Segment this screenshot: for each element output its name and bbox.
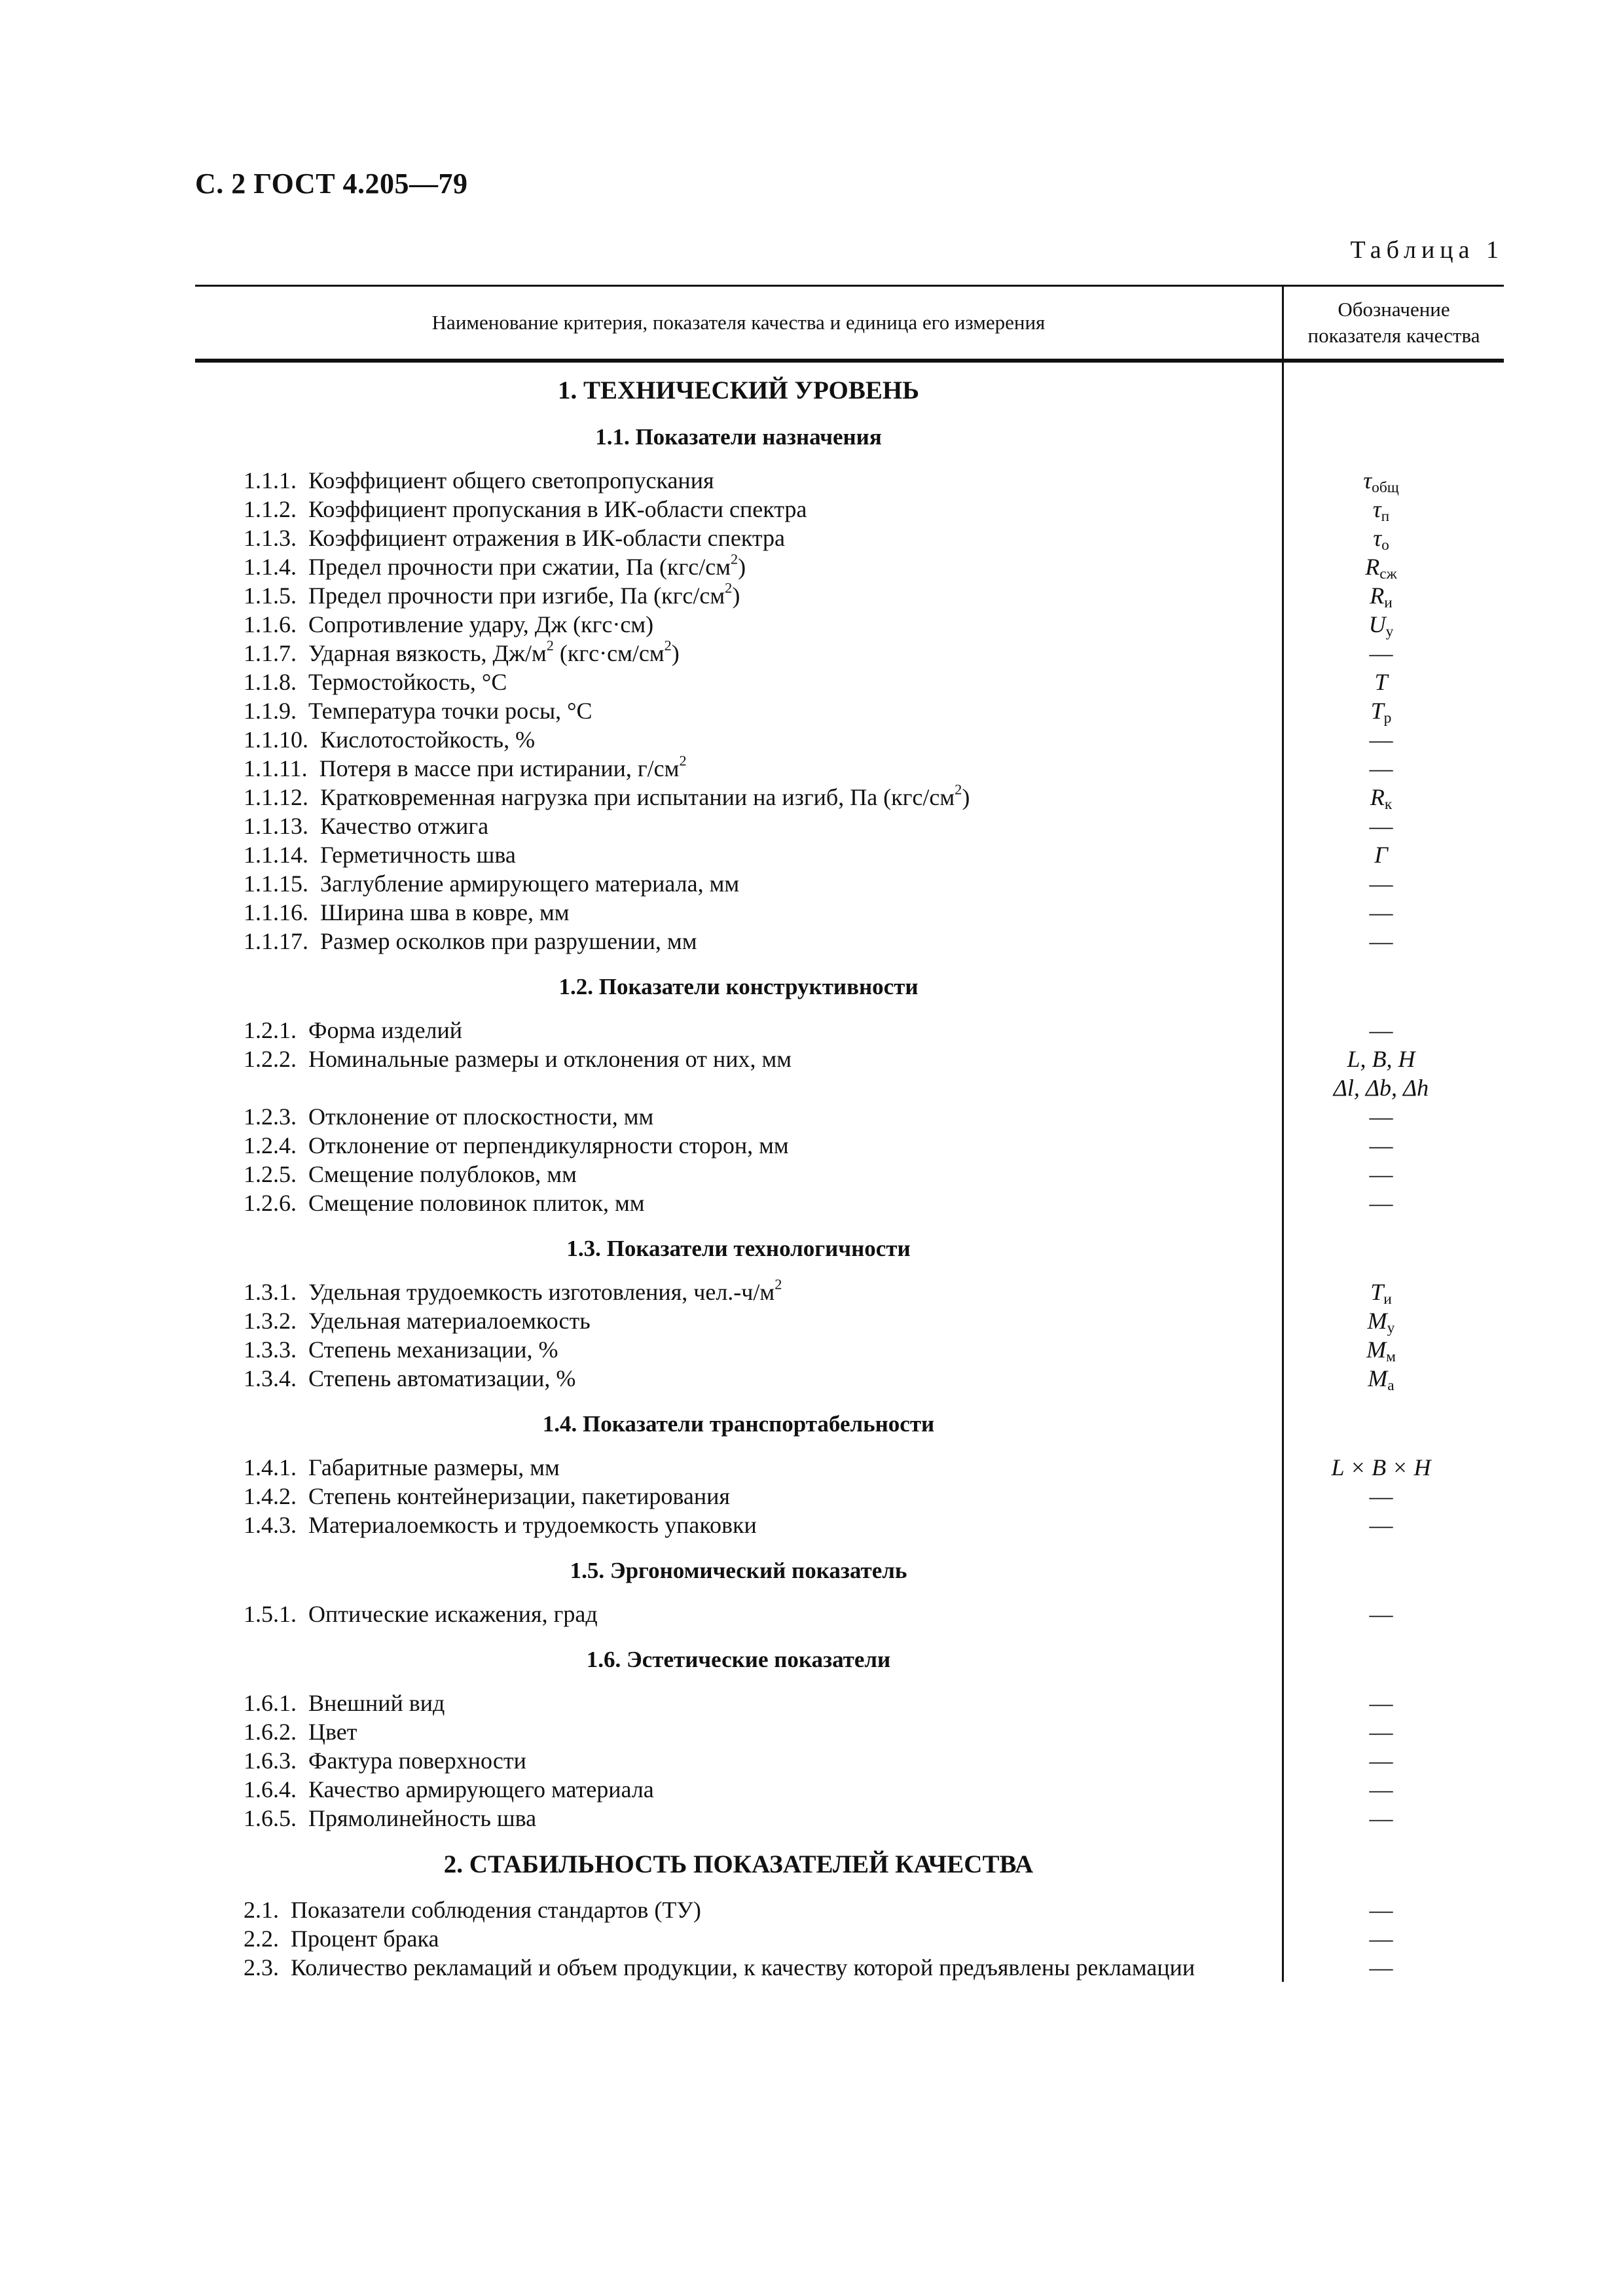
indicator-name (195, 869, 1258, 898)
indicator-number: 1.5.1. (244, 1601, 297, 1627)
indicator-symbol (1258, 1045, 1504, 1102)
table-row (195, 610, 1504, 639)
indicator-name (195, 1306, 1258, 1335)
indicator-text: Форма изделий (308, 1017, 463, 1043)
indicator-text: Количество рекламаций и объем продукции, к качеству которой предъявлены рекламации (291, 1954, 1195, 1981)
symbol-main: R (1365, 554, 1380, 580)
indicator-text: Коэффициент общего светопропускания (308, 467, 714, 493)
indicator-text: Кислотостойкость, % (320, 726, 536, 753)
indicator-symbol (1258, 1189, 1504, 1217)
indicator-text: Удельная трудоемкость изготовления, чел.-ч/м (308, 1279, 775, 1305)
indicator-text: Предел прочности при изгибе, Па (кгс/см (308, 583, 725, 609)
indicator-symbol (1258, 1689, 1504, 1717)
symbol-main: — (1369, 1103, 1393, 1130)
unit-exponent: 2 (775, 1276, 782, 1293)
indicator-text: Коэффициент пропускания в ИК-области спектра (308, 496, 807, 522)
indicator-symbol (1258, 1016, 1504, 1045)
table-row (195, 466, 1504, 495)
indicator-text-tail: ) (732, 583, 740, 609)
indicator-number: 1.1.2. (244, 496, 297, 522)
table-row (195, 840, 1504, 869)
indicator-symbol (1258, 1364, 1504, 1393)
symbol-main: — (1369, 1897, 1393, 1923)
page-header: С. 2 ГОСТ 4.205—79 (195, 168, 468, 200)
indicator-name (195, 1717, 1258, 1746)
indicator-symbol (1258, 1306, 1504, 1335)
indicator-name (195, 1278, 1258, 1306)
indicator-number: 1.1.4. (244, 554, 297, 580)
table-caption: Таблица 1 (1350, 236, 1504, 264)
table-row (195, 927, 1504, 956)
indicator-name (195, 725, 1258, 754)
symbol-main: τ (1372, 496, 1381, 522)
symbol-main: Г (1374, 842, 1388, 868)
indicator-number: 2.1. (244, 1897, 279, 1923)
indicator-text: Ширина шва в ковре, мм (320, 899, 570, 925)
indicator-name (195, 1924, 1258, 1953)
indicator-name (195, 1746, 1258, 1775)
symbol-subscript: к (1384, 795, 1393, 813)
indicator-number: 1.6.4. (244, 1776, 297, 1803)
symbol-subscript: у (1387, 1319, 1395, 1336)
indicator-number: 1.1.10. (244, 726, 308, 753)
table-row (195, 1689, 1504, 1717)
indicator-text: Сопротивление удару, Дж (кгс·см) (308, 611, 654, 637)
indicator-symbol (1258, 1335, 1504, 1364)
indicator-name (195, 1804, 1258, 1833)
indicator-symbol (1258, 783, 1504, 812)
indicator-name (195, 1102, 1258, 1131)
table-row (195, 1102, 1504, 1131)
symbol-main: — (1369, 1926, 1393, 1952)
symbol-main: T (1370, 1279, 1384, 1305)
indicator-symbol (1258, 1278, 1504, 1306)
indicator-number: 1.1.17. (244, 928, 308, 954)
indicator-number: 1.2.1. (244, 1017, 297, 1043)
subsection-title: 1.3. Показатели технологичности (566, 1236, 911, 1261)
indicator-name (195, 840, 1258, 869)
indicator-symbol (1258, 754, 1504, 783)
table-row (195, 639, 1504, 668)
symbol-subscript: о (1381, 536, 1389, 554)
indicator-symbol (1258, 668, 1504, 696)
subsection-title: 1.1. Показатели назначения (595, 424, 882, 450)
indicator-name (195, 783, 1258, 812)
unit-exponent: 2 (664, 637, 672, 654)
table-row (195, 1804, 1504, 1833)
table-row (195, 1775, 1504, 1804)
indicator-name (195, 1335, 1258, 1364)
indicator-name (195, 898, 1258, 927)
indicator-symbol (1258, 1895, 1504, 1924)
table-row (195, 1160, 1504, 1189)
indicator-name (195, 812, 1258, 840)
symbol-main: — (1369, 755, 1393, 781)
indicator-number: 1.1.5. (244, 583, 297, 609)
indicator-text: Степень механизации, % (308, 1336, 558, 1363)
symbol-main: — (1369, 928, 1393, 954)
indicator-symbol (1258, 812, 1504, 840)
indicator-text: Отклонение от плоскостности, мм (308, 1103, 654, 1130)
section-title: 1. ТЕХНИЧЕСКИЙ УРОВЕНЬ (557, 376, 920, 404)
symbol-main: R (1370, 583, 1385, 609)
table-row (195, 1746, 1504, 1775)
table-row (195, 1453, 1504, 1482)
row-group (195, 1016, 1504, 1217)
indicator-number: 1.4.1. (244, 1454, 297, 1480)
indicator-name (195, 1131, 1258, 1160)
table-row (195, 869, 1504, 898)
indicator-text-tail: (кгс·см/см (553, 640, 665, 666)
indicator-name (195, 1160, 1258, 1189)
indicator-number: 1.4.3. (244, 1512, 297, 1538)
row-group (195, 1895, 1504, 1982)
column-divider (1282, 363, 1284, 1982)
indicator-symbol (1258, 581, 1504, 610)
indicator-name (195, 1045, 1258, 1102)
table-row (195, 898, 1504, 927)
indicator-text: Кратковременная нагрузка при испытании на изгиб, Па (кгс/см (320, 784, 955, 810)
indicator-number: 1.1.9. (244, 698, 297, 724)
symbol-main: — (1369, 899, 1393, 925)
header-name-column: Наименование критерия, показателя качества и единица его измерения (431, 311, 1046, 334)
symbol-main: — (1369, 1483, 1393, 1509)
indicator-name (195, 466, 1258, 495)
indicator-text: Габаритные размеры, мм (308, 1454, 560, 1480)
indicator-name (195, 1016, 1258, 1045)
table-row (195, 1335, 1504, 1364)
indicator-name (195, 610, 1258, 639)
indicator-symbol (1258, 466, 1504, 495)
indicator-text: Удельная материалоемкость (308, 1308, 591, 1334)
indicator-symbol (1258, 898, 1504, 927)
indicator-number: 1.6.5. (244, 1805, 297, 1831)
indicator-name (195, 754, 1258, 783)
indicator-number: 1.1.8. (244, 669, 297, 695)
subsection-title: 1.2. Показатели конструктивности (558, 974, 919, 999)
table-row (195, 1717, 1504, 1746)
indicator-text: Качество армирующего материала (308, 1776, 654, 1803)
indicator-name (195, 927, 1258, 956)
symbol-main: τ (1363, 467, 1372, 493)
indicator-symbol (1258, 696, 1504, 725)
symbol-main: — (1369, 813, 1393, 839)
symbol-main: — (1369, 1601, 1393, 1627)
indicator-text: Коэффициент отражения в ИК-области спектра (308, 525, 785, 551)
indicator-number: 2.3. (244, 1954, 279, 1981)
symbol-subscript: р (1383, 709, 1392, 726)
unit-exponent: 2 (679, 752, 687, 769)
indicator-symbol (1258, 1953, 1504, 1982)
symbol-main: M (1366, 1336, 1387, 1363)
symbol-main: — (1369, 1690, 1393, 1716)
indicator-number: 1.6.1. (244, 1690, 297, 1716)
indicator-symbol (1258, 1160, 1504, 1189)
row-group (195, 466, 1504, 956)
header-symbol-column (1282, 287, 1504, 359)
indicator-text: Номинальные размеры и отклонения от них, мм (308, 1046, 792, 1072)
indicator-symbol (1258, 1482, 1504, 1511)
indicator-symbol (1258, 1804, 1504, 1833)
symbol-main: — (1369, 1132, 1393, 1158)
symbol-main: T (1374, 669, 1388, 695)
indicator-name (195, 524, 1258, 552)
indicator-number: 1.1.6. (244, 611, 297, 637)
indicator-text: Качество отжига (320, 813, 489, 839)
row-group (195, 1453, 1504, 1539)
indicator-text: Предел прочности при сжатии, Па (кгс/см (308, 554, 731, 580)
table-row (195, 1278, 1504, 1306)
indicator-name (195, 1482, 1258, 1511)
table-row (195, 495, 1504, 524)
table-row (195, 1924, 1504, 1953)
table-row (195, 1306, 1504, 1335)
indicator-symbol (1258, 725, 1504, 754)
indicator-symbol (1258, 639, 1504, 668)
indicator-text: Ударная вязкость, Дж/м (308, 640, 547, 666)
indicator-symbol (1258, 1511, 1504, 1539)
indicator-text: Внешний вид (308, 1690, 445, 1716)
symbol-main: — (1369, 1017, 1393, 1043)
row-group (195, 1600, 1504, 1628)
indicator-symbol (1258, 524, 1504, 552)
symbol-subscript: и (1384, 594, 1393, 611)
table-row (195, 1953, 1504, 1982)
indicator-number: 1.4.2. (244, 1483, 297, 1509)
indicator-symbol (1258, 1746, 1504, 1775)
indicator-text: Размер осколков при разрушении, мм (320, 928, 697, 954)
symbol-main: — (1369, 726, 1393, 753)
indicator-number: 1.1.3. (244, 525, 297, 551)
indicator-number: 1.1.7. (244, 640, 297, 666)
indicator-text-tail: ) (738, 554, 746, 580)
symbol-main: T (1370, 698, 1384, 724)
indicator-text: Фактура поверхности (308, 1748, 526, 1774)
indicator-text: Заглубление армирующего материала, мм (320, 870, 740, 897)
unit-exponent: 2 (725, 579, 733, 596)
indicator-text: Отклонение от перпендикулярности сторон, мм (308, 1132, 789, 1158)
indicator-number: 1.3.1. (244, 1279, 297, 1305)
indicator-number: 1.1.12. (244, 784, 308, 810)
indicator-text: Цвет (308, 1719, 357, 1745)
indicator-name (195, 495, 1258, 524)
indicator-text: Герметичность шва (320, 842, 516, 868)
indicator-text: Оптические искажения, град (308, 1601, 598, 1627)
indicator-text: Смещение полублоков, мм (308, 1161, 577, 1187)
indicator-symbol (1258, 1600, 1504, 1628)
indicator-name (195, 1189, 1258, 1217)
indicator-name (195, 1895, 1258, 1924)
indicator-name (195, 1953, 1258, 1982)
indicator-symbol (1258, 1924, 1504, 1953)
indicator-number: 1.3.2. (244, 1308, 297, 1334)
indicator-symbol (1258, 1775, 1504, 1804)
symbol-main: — (1369, 1190, 1393, 1216)
table-row (195, 1600, 1504, 1628)
indicator-name (195, 1775, 1258, 1804)
indicator-text: Материалоемкость и трудоемкость упаковки (308, 1512, 757, 1538)
symbol-main: L × B × H (1331, 1454, 1431, 1480)
indicator-symbol (1258, 1131, 1504, 1160)
symbol-main: — (1369, 1954, 1393, 1981)
table-row (195, 1131, 1504, 1160)
indicator-number: 1.3.4. (244, 1365, 297, 1391)
symbol-subscript: у (1385, 622, 1394, 640)
table-row (195, 725, 1504, 754)
indicator-symbol (1258, 1717, 1504, 1746)
symbol-main: — (1369, 1805, 1393, 1831)
indicator-symbol (1258, 495, 1504, 524)
quality-indicators-table (195, 285, 1504, 1982)
table-row (195, 552, 1504, 581)
table-row (195, 1511, 1504, 1539)
table-row (195, 1189, 1504, 1217)
table-row (195, 783, 1504, 812)
table-body (195, 363, 1504, 1982)
indicator-name (195, 639, 1258, 668)
symbol-main: U (1368, 611, 1386, 637)
table-row (195, 696, 1504, 725)
indicator-name (195, 668, 1258, 696)
indicator-text: Термостойкость, °С (308, 669, 507, 695)
indicator-symbol (1258, 869, 1504, 898)
indicator-text: Потеря в массе при истирании, г/см (319, 755, 680, 781)
indicator-symbol (1258, 927, 1504, 956)
indicator-name (195, 1689, 1258, 1717)
indicator-number: 1.3.3. (244, 1336, 297, 1363)
table-row (195, 668, 1504, 696)
indicator-number: 1.1.11. (244, 755, 308, 781)
symbol-main: τ (1373, 525, 1382, 551)
subsection-title: 1.4. Показатели транспортабельности (542, 1411, 935, 1437)
section-title: 2. СТАБИЛЬНОСТЬ ПОКАЗАТЕЛЕЙ КАЧЕСТВА (443, 1850, 1034, 1878)
symbol-main: — (1369, 1776, 1393, 1803)
indicator-text: Степень автоматизации, % (308, 1365, 576, 1391)
symbol-main: R (1370, 784, 1385, 810)
indicator-text-tail: ) (671, 640, 680, 666)
indicator-number: 1.1.15. (244, 870, 308, 897)
symbol-main: L, B, H (1347, 1046, 1415, 1072)
indicator-number: 1.2.6. (244, 1190, 297, 1216)
indicator-number: 1.1.14. (244, 842, 308, 868)
table-row (195, 1364, 1504, 1393)
symbol-main: — (1369, 870, 1393, 897)
symbol-subscript: п (1381, 507, 1390, 525)
indicator-symbol (1258, 1453, 1504, 1482)
indicator-text: Температура точки росы, °С (308, 698, 593, 724)
unit-exponent: 2 (546, 637, 554, 654)
indicator-symbol (1258, 840, 1504, 869)
symbol-main: M (1367, 1308, 1387, 1334)
row-group (195, 1689, 1504, 1833)
indicator-name (195, 1511, 1258, 1539)
table-row (195, 1482, 1504, 1511)
indicator-name (195, 696, 1258, 725)
indicator-symbol (1258, 552, 1504, 581)
indicator-text: Степень контейнеризации, пакетирования (308, 1483, 730, 1509)
indicator-symbol (1258, 1102, 1504, 1131)
indicator-number: 1.1.16. (244, 899, 308, 925)
indicator-text-tail: ) (962, 784, 970, 810)
symbol-subscript: м (1386, 1348, 1396, 1365)
indicator-name (195, 581, 1258, 610)
symbol-second-line: Δl, Δb, Δh (1333, 1075, 1429, 1101)
indicator-number: 1.2.5. (244, 1161, 297, 1187)
symbol-main: — (1369, 1512, 1393, 1538)
symbol-main: M (1368, 1365, 1388, 1391)
indicator-number: 1.2.3. (244, 1103, 297, 1130)
unit-exponent: 2 (955, 781, 962, 798)
indicator-name (195, 552, 1258, 581)
indicator-symbol (1258, 610, 1504, 639)
row-group (195, 1278, 1504, 1393)
symbol-main: — (1369, 1161, 1393, 1187)
symbol-main: — (1369, 1719, 1393, 1745)
indicator-text: Процент брака (291, 1926, 439, 1952)
header-symbol-line2: показателя качества (1307, 324, 1480, 347)
symbol-main: — (1369, 640, 1393, 666)
symbol-subscript: сж (1379, 565, 1397, 583)
table-row (195, 1045, 1504, 1102)
indicator-number: 1.2.2. (244, 1046, 297, 1072)
subsection-title: 1.5. Эргономический показатель (570, 1558, 907, 1583)
indicator-number: 1.2.4. (244, 1132, 297, 1158)
header-symbol-line1: Обозначение (1338, 298, 1450, 321)
indicator-name (195, 1453, 1258, 1482)
table-row (195, 812, 1504, 840)
table-row (195, 1895, 1504, 1924)
table-header (195, 285, 1504, 363)
indicator-number: 1.6.3. (244, 1748, 297, 1774)
table-row (195, 754, 1504, 783)
indicator-number: 2.2. (244, 1926, 279, 1952)
table-row (195, 581, 1504, 610)
indicator-name (195, 1364, 1258, 1393)
indicator-text: Прямолинейность шва (308, 1805, 537, 1831)
indicator-text: Смещение половинок плиток, мм (308, 1190, 645, 1216)
table-row (195, 1016, 1504, 1045)
indicator-number: 1.6.2. (244, 1719, 297, 1745)
table-row (195, 524, 1504, 552)
indicator-name (195, 1600, 1258, 1628)
indicator-number: 1.1.1. (244, 467, 297, 493)
indicator-text: Показатели соблюдения стандартов (ТУ) (291, 1897, 701, 1923)
symbol-subscript: общ (1372, 478, 1399, 496)
symbol-subscript: и (1383, 1290, 1392, 1308)
unit-exponent: 2 (731, 550, 739, 567)
symbol-main: — (1369, 1748, 1393, 1774)
subsection-title: 1.6. Эстетические показатели (586, 1647, 891, 1672)
indicator-number: 1.1.13. (244, 813, 308, 839)
symbol-subscript: а (1387, 1376, 1395, 1394)
